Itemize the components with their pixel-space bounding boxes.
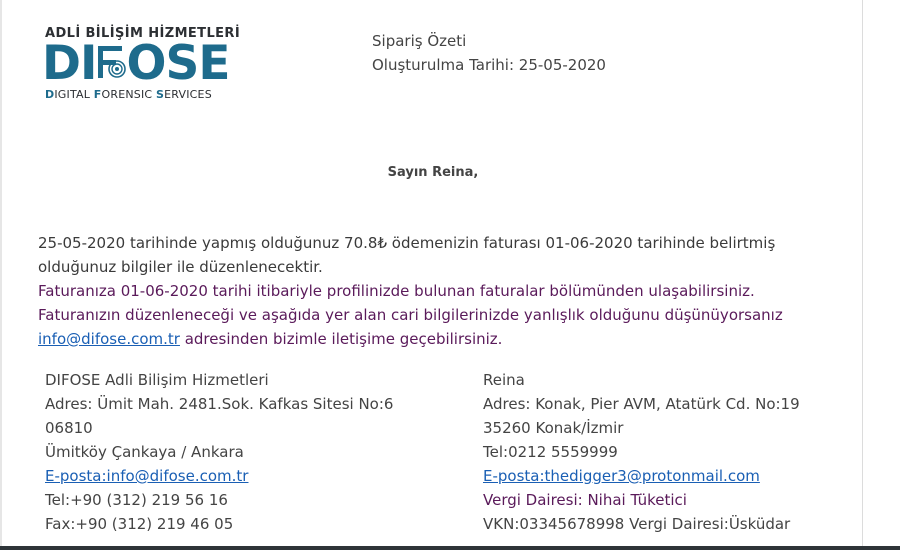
- contact-text-start: Faturanızın düzenleneceği ve aşağıda yer alan cari bilgilerinizde yanlışlık olduğunu düşünüyorsanız: [38, 306, 783, 324]
- order-summary: [372, 29, 606, 77]
- message-line-contact: [38, 303, 838, 351]
- logo-brand-right: OSE: [126, 36, 230, 91]
- logo-sub-3: ERVICES: [164, 88, 212, 101]
- customer-vkn: VKN:03345678998 Vergi Dairesi:Üsküdar: [483, 515, 791, 533]
- logo-sub-1: IGITAL: [54, 88, 94, 101]
- frame-left-border: [0, 0, 2, 550]
- company-address-line2: 06810: [45, 419, 93, 437]
- fingerprint-icon: [97, 40, 127, 78]
- customer-info: [483, 368, 800, 536]
- logo-sub-f: F: [93, 88, 102, 101]
- company-address-line3: Ümitköy Çankaya / Ankara: [45, 443, 244, 461]
- summary-created-date: Oluşturulma Tarihi: 25-05-2020: [372, 56, 606, 74]
- customer-email-link[interactable]: E-posta:thedigger3@protonmail.com: [483, 467, 760, 485]
- customer-address-line1: Adres: Konak, Pier AVM, Atatürk Cd. No:19: [483, 395, 800, 413]
- frame-right-border: [862, 0, 863, 550]
- contact-email-link[interactable]: info@difose.com.tr: [38, 330, 180, 348]
- difose-logo: [42, 26, 241, 104]
- customer-tel: Tel:0212 5559999: [483, 443, 618, 461]
- logo-sub-d: D: [45, 88, 55, 101]
- logo-subtitle: [45, 88, 212, 101]
- customer-tax-office: Vergi Dairesi: Nihai Tüketici: [483, 491, 687, 509]
- summary-title: Sipariş Özeti: [372, 32, 467, 50]
- company-tel: Tel:+90 (312) 219 56 16: [45, 491, 228, 509]
- company-email-link[interactable]: E-posta:info@difose.com.tr: [45, 467, 249, 485]
- contact-text-end: adresinden bizimle iletişime geçebilirsiniz.: [179, 330, 503, 348]
- message-line-access: Faturanıza 01-06-2020 tarihi itibariyle profilinizde bulunan faturalar bölümünden ulaşabilirsiniz.: [38, 282, 755, 300]
- customer-address-line2: 35260 Konak/İzmir: [483, 419, 624, 437]
- company-name: DIFOSE Adli Bilişim Hizmetleri: [45, 371, 269, 389]
- logo-tagline: ADLİ BİLİŞİM HİZMETLERİ: [45, 26, 241, 41]
- company-info: [45, 368, 393, 536]
- greeting: Sayın Reina,: [387, 165, 479, 180]
- logo-sub-s: S: [155, 88, 165, 101]
- customer-name: Reina: [483, 371, 525, 389]
- company-fax: Fax:+90 (312) 219 46 05: [45, 515, 234, 533]
- message-line-invoice: 25-05-2020 tarihinde yapmış olduğunuz 70.8₺ ödemenizin faturası 01-06-2020 tarihinde belirtmiş olduğunuz bilgiler ile düzenlenecektir.: [38, 234, 776, 276]
- logo-brand-left: DI: [42, 36, 97, 91]
- logo-sub-2: ORENSIC: [101, 88, 156, 101]
- company-address-line1: Adres: Ümit Mah. 2481.Sok. Kafkas Sitesi No:6: [45, 395, 394, 413]
- frame-bottom-bar: [0, 546, 900, 550]
- logo-brand: [42, 38, 229, 90]
- message-body: [38, 231, 838, 351]
